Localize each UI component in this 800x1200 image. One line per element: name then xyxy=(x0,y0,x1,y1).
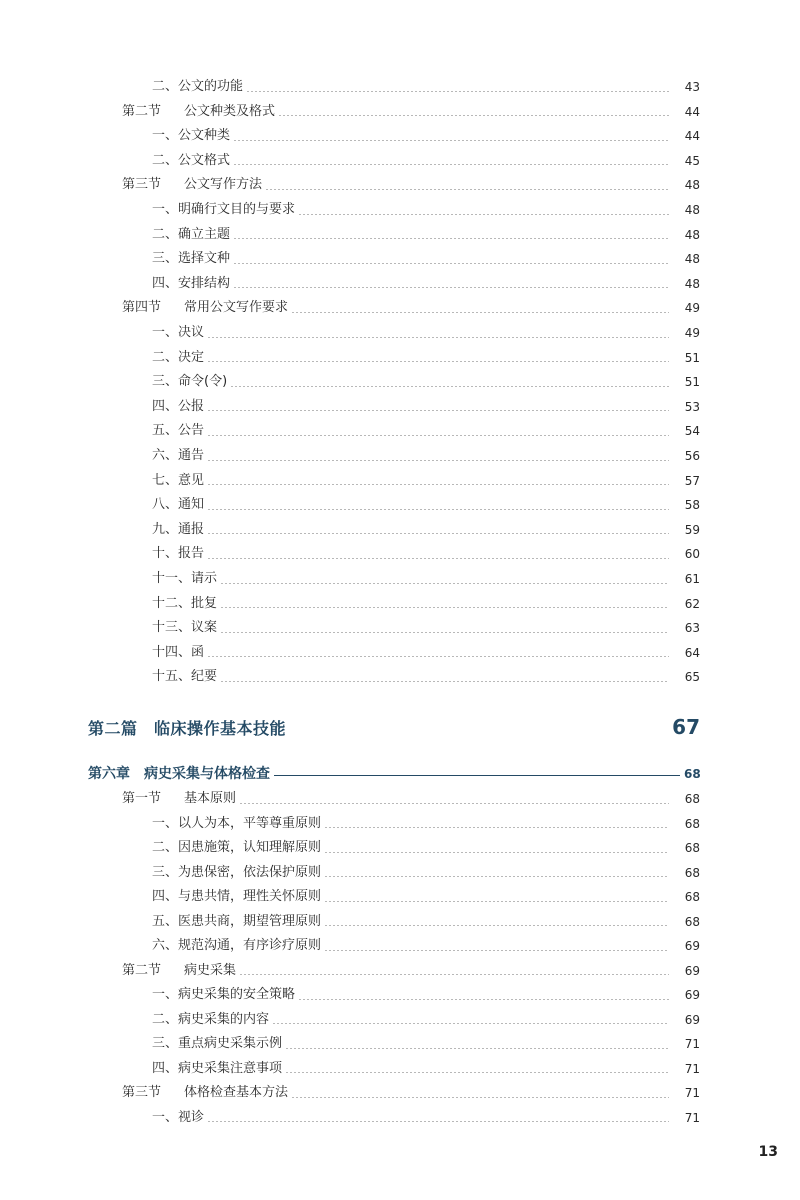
section-number: 第三节 xyxy=(122,1085,162,1100)
dot-leader xyxy=(207,558,669,559)
toc-page-number: 48 xyxy=(684,203,700,217)
section-title: 常用公文写作要求 xyxy=(184,300,289,316)
section-title: 基本原则 xyxy=(184,791,237,806)
dot-leader xyxy=(220,681,669,682)
part-title: 第二篇 临床操作基本技能 xyxy=(88,718,287,738)
toc-page-number: 69 xyxy=(684,939,700,953)
toc-item-label: 三、重点病史采集示例 xyxy=(152,1036,283,1051)
chapter-heading xyxy=(88,764,700,784)
toc-page-number: 61 xyxy=(684,572,700,586)
toc-section-label xyxy=(122,175,262,195)
toc-item-label: 三、选择文种 xyxy=(152,251,231,267)
toc-page-number: 68 xyxy=(684,792,700,806)
toc-item-entry xyxy=(152,372,700,392)
toc-page-number: 48 xyxy=(684,178,700,193)
section-title: 病史采集 xyxy=(184,962,237,978)
dot-leader xyxy=(207,533,669,534)
toc-item-label: 六、通告 xyxy=(152,448,205,463)
chapter-title: 第六章 病史采集与体格检查 xyxy=(88,766,270,782)
toc-page-number: 60 xyxy=(684,547,700,562)
dot-leader xyxy=(220,583,669,584)
toc-section-entry xyxy=(122,789,700,809)
toc-item-label: 一、决议 xyxy=(152,325,205,340)
toc-section-entry xyxy=(122,298,700,318)
dot-leader xyxy=(324,827,669,828)
dot-leader xyxy=(324,925,669,926)
dot-leader xyxy=(207,435,669,436)
toc-item-label: 五、医患共商，期望管理原则 xyxy=(152,913,322,929)
dot-leader xyxy=(239,974,669,975)
toc-item-entry xyxy=(152,249,700,269)
dot-leader xyxy=(220,632,669,633)
toc-item-entry xyxy=(152,1059,700,1079)
toc-item-label: 十四、函 xyxy=(152,644,205,660)
dot-leader xyxy=(278,115,669,116)
toc-item-entry xyxy=(152,1010,700,1030)
toc-page-number: 58 xyxy=(684,498,700,513)
toc-item-entry xyxy=(152,397,700,417)
toc-page-number: 43 xyxy=(684,80,700,94)
toc-item-label: 五、公告 xyxy=(152,423,205,439)
toc-page-number: 69 xyxy=(684,963,700,978)
dot-leader xyxy=(207,337,669,338)
toc-item-entry xyxy=(152,667,700,687)
section-number: 第一节 xyxy=(122,791,162,806)
toc-page-number: 44 xyxy=(684,129,700,144)
page-number: 13 xyxy=(758,1144,778,1160)
toc-item-entry xyxy=(152,225,700,245)
toc-item-entry xyxy=(152,200,700,220)
dot-leader xyxy=(324,876,669,877)
toc-item-entry xyxy=(152,569,700,589)
toc-item-label: 十三、议案 xyxy=(152,620,218,636)
toc-page-number: 59 xyxy=(684,522,700,537)
section-number: 第二节 xyxy=(122,103,162,119)
dot-leader xyxy=(233,164,669,165)
toc-item-label: 七、意见 xyxy=(152,472,205,488)
dot-leader xyxy=(324,901,669,902)
dot-leader xyxy=(207,509,669,510)
dot-leader xyxy=(324,852,669,853)
dot-leader xyxy=(285,1048,669,1049)
toc-item-label: 四、公报 xyxy=(152,398,205,414)
toc-page-number: 69 xyxy=(684,1012,700,1027)
toc-item-label: 十一、请示 xyxy=(152,571,218,586)
toc-item-entry xyxy=(152,936,700,956)
dot-leader xyxy=(233,238,669,239)
toc-item-label: 一、明确行文目的与要求 xyxy=(152,202,296,217)
dot-leader xyxy=(207,460,669,461)
toc-page-number: 68 xyxy=(684,865,700,880)
toc-item-entry xyxy=(152,495,700,515)
dot-leader xyxy=(246,91,669,92)
toc-item-label: 一、病史采集的安全策略 xyxy=(152,987,296,1002)
toc-item-entry xyxy=(152,1108,700,1128)
toc-item-label: 二、公文的功能 xyxy=(152,79,244,94)
toc-item-label: 三、命令(令) xyxy=(152,374,228,390)
toc-page-number: 48 xyxy=(684,252,700,267)
toc-item-entry xyxy=(152,421,700,441)
toc-page-number: 49 xyxy=(684,301,700,316)
toc-item-label: 十、报告 xyxy=(152,546,205,562)
toc-item-entry xyxy=(152,863,700,883)
toc-page-number: 49 xyxy=(684,326,700,340)
dot-leader xyxy=(239,803,669,804)
toc-item-label: 二、确立主题 xyxy=(152,226,231,242)
toc-page-number: 57 xyxy=(684,473,700,488)
toc-item-entry xyxy=(152,985,700,1005)
toc-item-label: 一、视诊 xyxy=(152,1109,205,1125)
dot-leader xyxy=(291,1097,669,1098)
dot-leader xyxy=(298,214,669,215)
toc-item-entry xyxy=(152,446,700,466)
dot-leader xyxy=(272,1023,669,1024)
toc-item-entry xyxy=(152,77,700,97)
toc-page-number: 48 xyxy=(684,227,700,242)
section-number: 第二节 xyxy=(122,962,162,978)
toc-section-label xyxy=(122,102,275,122)
dot-leader xyxy=(233,140,669,141)
dot-leader xyxy=(298,999,669,1000)
toc-item-entry xyxy=(152,544,700,564)
toc-page-number: 63 xyxy=(684,621,700,636)
dot-leader xyxy=(220,607,669,608)
toc-item-entry xyxy=(152,618,700,638)
dot-leader xyxy=(291,312,669,313)
toc-item-label: 二、病史采集的内容 xyxy=(152,1011,270,1027)
dot-leader xyxy=(207,656,669,657)
toc-section-entry xyxy=(122,1083,700,1103)
toc-section-label xyxy=(122,1083,288,1103)
section-title: 公文写作方法 xyxy=(184,177,263,193)
dot-leader xyxy=(285,1072,669,1073)
part-page-number: 67 xyxy=(672,715,700,739)
toc-item-entry xyxy=(152,348,700,368)
dot-leader xyxy=(207,1121,669,1122)
toc-page-number: 44 xyxy=(684,104,700,119)
toc-item-label: 十二、批复 xyxy=(152,595,218,611)
toc-item-label: 四、与患共情，理性关怀原则 xyxy=(152,889,322,904)
toc-page-number: 64 xyxy=(684,645,700,660)
chapter-page-number: 68 xyxy=(684,767,701,781)
toc-section-entry xyxy=(122,102,700,122)
toc-item-label: 一、以人为本，平等尊重原则 xyxy=(152,815,322,831)
toc-item-entry xyxy=(152,814,700,834)
toc-item-entry xyxy=(152,594,700,614)
toc-item-entry xyxy=(152,643,700,663)
toc-page-number: 68 xyxy=(684,816,700,831)
toc-page-number: 71 xyxy=(684,1110,700,1125)
toc-item-label: 三、为患保密，依法保护原则 xyxy=(152,864,322,880)
part-heading xyxy=(88,712,700,742)
toc-page-number: 53 xyxy=(684,399,700,414)
toc-item-entry xyxy=(152,151,700,171)
toc-page-number: 68 xyxy=(684,890,700,904)
toc-item-entry xyxy=(152,274,700,294)
toc-page-number: 68 xyxy=(684,914,700,929)
toc-section-entry xyxy=(122,961,700,981)
toc-page-number: 45 xyxy=(684,153,700,168)
toc-page-number: 62 xyxy=(684,596,700,611)
toc-item-label: 二、公文格式 xyxy=(152,152,231,168)
toc-item-label: 一、公文种类 xyxy=(152,128,231,144)
toc-page-number: 56 xyxy=(684,449,700,463)
dot-leader xyxy=(233,263,669,264)
toc-section-label xyxy=(122,298,288,318)
dot-leader xyxy=(207,361,669,362)
dot-leader xyxy=(207,484,669,485)
toc-page-number: 51 xyxy=(684,350,700,365)
dot-leader xyxy=(207,410,669,411)
toc-page-number: 69 xyxy=(684,988,700,1002)
toc-item-entry xyxy=(152,471,700,491)
section-number: 第四节 xyxy=(122,300,162,316)
dot-leader xyxy=(230,386,669,387)
toc-page-number: 71 xyxy=(684,1037,700,1051)
toc-item-label: 八、通知 xyxy=(152,497,205,513)
dot-leader xyxy=(265,189,669,190)
toc-item-entry xyxy=(152,126,700,146)
toc-item-label: 九、通报 xyxy=(152,521,205,537)
toc-item-label: 四、病史采集注意事项 xyxy=(152,1060,283,1076)
toc-item-label: 六、规范沟通，有序诊疗原则 xyxy=(152,938,322,953)
toc-item-label: 四、安排结构 xyxy=(152,275,231,291)
toc-page-number: 71 xyxy=(684,1086,700,1100)
toc-item-entry xyxy=(152,887,700,907)
dot-leader xyxy=(324,950,669,951)
toc-item-label: 二、决定 xyxy=(152,349,205,365)
toc-item-label: 十五、纪要 xyxy=(152,669,218,685)
toc-page-number: 48 xyxy=(684,276,700,291)
dot-leader xyxy=(233,287,669,288)
toc-item-entry xyxy=(152,1034,700,1054)
toc-item-entry xyxy=(152,912,700,932)
toc-item-entry xyxy=(152,838,700,858)
toc-section-entry xyxy=(122,175,700,195)
section-number: 第三节 xyxy=(122,177,162,193)
chapter-rule xyxy=(274,775,680,776)
toc-item-entry xyxy=(152,520,700,540)
toc-page-number: 51 xyxy=(684,375,700,390)
toc-page-number: 71 xyxy=(684,1061,700,1076)
toc-page-number: 68 xyxy=(684,841,700,855)
toc-item-label: 二、因患施策，认知理解原则 xyxy=(152,840,322,855)
section-title: 体格检查基本方法 xyxy=(184,1085,289,1100)
toc-page-number: 65 xyxy=(684,670,700,685)
toc-item-entry xyxy=(152,323,700,343)
toc-section-label xyxy=(122,789,236,809)
toc-page-number: 54 xyxy=(684,424,700,439)
section-title: 公文种类及格式 xyxy=(184,103,276,119)
toc-section-label xyxy=(122,961,236,981)
